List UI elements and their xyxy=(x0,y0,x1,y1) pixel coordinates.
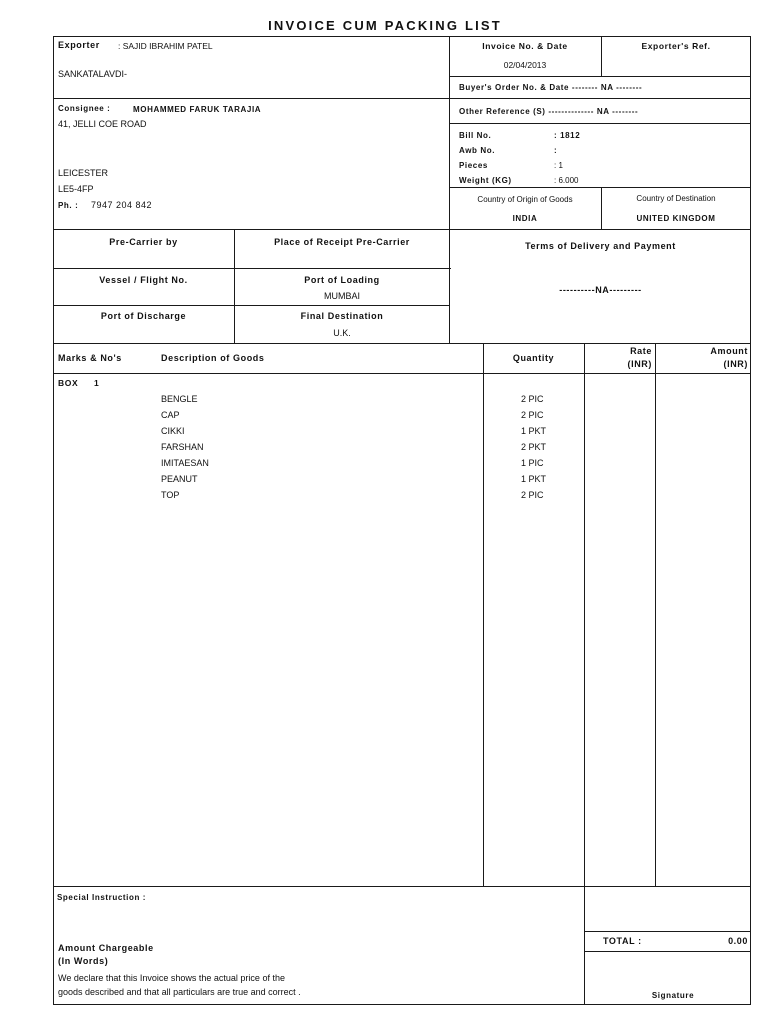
table-row xyxy=(53,410,585,426)
box-label: BOX xyxy=(58,378,79,388)
phone-label: Ph. : xyxy=(58,201,79,210)
phone-value: 7947 204 842 xyxy=(91,200,153,210)
page-title: INVOICE CUM PACKING LIST xyxy=(268,18,502,33)
consignee-postcode: LE5-4FP xyxy=(58,184,94,194)
other-reference: Other Reference (S) -------------- NA -------- xyxy=(459,107,639,116)
item-description: CAP xyxy=(161,410,180,420)
origin-value: INDIA xyxy=(512,214,538,223)
buyers-order: Buyer's Order No. & Date -------- NA -------- xyxy=(459,83,643,92)
final-destination-value: U.K. xyxy=(333,328,351,338)
origin-label: Country of Origin of Goods xyxy=(477,195,573,204)
quantity-header: Quantity xyxy=(512,353,555,363)
weight-value: : 6.000 xyxy=(554,176,579,185)
box-number: 1 xyxy=(94,378,100,388)
pre-carrier-label: Pre-Carrier by xyxy=(109,237,178,247)
special-instruction-label: Special Instruction : xyxy=(57,893,147,902)
item-description: FARSHAN xyxy=(161,442,204,452)
table-row xyxy=(53,458,585,474)
consignee-label: Consignee : xyxy=(58,104,111,113)
loading-label: Port of Loading xyxy=(304,275,380,285)
table-row xyxy=(53,474,585,490)
discharge-label: Port of Discharge xyxy=(100,311,187,321)
pieces-label: Pieces xyxy=(459,161,488,170)
total-value: 0.00 xyxy=(728,936,748,946)
vessel-label: Vessel / Flight No. xyxy=(99,275,188,285)
pieces-value: : 1 xyxy=(554,161,563,170)
destination-label: Country of Destination xyxy=(636,194,716,203)
item-description: IMITAESAN xyxy=(161,458,209,468)
item-quantity: 2 PIC xyxy=(521,394,544,404)
exporter-address: SANKATALAVDI- xyxy=(58,69,128,79)
weight-label: Weight (KG) xyxy=(459,176,512,185)
table-row xyxy=(53,490,585,506)
item-quantity: 1 PKT xyxy=(521,426,547,436)
marks-header: Marks & No's xyxy=(58,353,122,363)
table-row xyxy=(53,394,585,410)
rate-unit: (INR) xyxy=(627,359,652,369)
table-row xyxy=(53,442,585,458)
bill-value: : 1812 xyxy=(554,131,581,140)
exporters-ref-label: Exporter's Ref. xyxy=(641,41,711,51)
in-words-label: (In Words) xyxy=(58,956,109,966)
declaration-line-2: goods described and that all particulars are true and correct . xyxy=(58,987,301,997)
item-quantity: 2 PIC xyxy=(521,410,544,420)
receipt-label: Place of Receipt Pre-Carrier xyxy=(274,237,410,247)
item-description: CIKKI xyxy=(161,426,185,436)
consignee-city: LEICESTER xyxy=(58,168,109,178)
signature-label: Signature xyxy=(651,991,695,1000)
destination-value: UNITED KINGDOM xyxy=(636,214,716,223)
invoice-label: Invoice No. & Date xyxy=(482,41,568,51)
terms-label: Terms of Delivery and Payment xyxy=(525,241,676,251)
item-description: TOP xyxy=(161,490,180,500)
consignee-address: 41, JELLI COE ROAD xyxy=(58,119,147,129)
item-quantity: 1 PKT xyxy=(521,474,547,484)
terms-value: ----------NA--------- xyxy=(559,285,642,295)
declaration-line-1: We declare that this Invoice shows the actual price of the xyxy=(58,973,285,983)
item-quantity: 1 PIC xyxy=(521,458,544,468)
item-description: PEANUT xyxy=(161,474,198,484)
awb-value: : xyxy=(554,146,558,155)
rate-header: Rate xyxy=(630,346,652,356)
exporter-name: : SAJID IBRAHIM PATEL xyxy=(118,41,213,51)
exporter-label: Exporter xyxy=(58,40,100,50)
invoice-date: 02/04/2013 xyxy=(503,60,547,70)
total-label: TOTAL : xyxy=(603,936,642,946)
final-destination-label: Final Destination xyxy=(300,311,384,321)
awb-label: Awb No. xyxy=(459,146,496,155)
item-quantity: 2 PIC xyxy=(521,490,544,500)
bill-label: Bill No. xyxy=(459,131,492,140)
consignee-name: MOHAMMED FARUK TARAJIA xyxy=(133,105,262,114)
amount-header: Amount xyxy=(710,346,748,356)
amount-unit: (INR) xyxy=(723,359,748,369)
item-quantity: 2 PKT xyxy=(521,442,547,452)
amount-chargeable-label: Amount Chargeable xyxy=(58,943,154,953)
loading-value: MUMBAI xyxy=(324,291,360,301)
item-description: BENGLE xyxy=(161,394,198,404)
table-row xyxy=(53,426,585,442)
description-header: Description of Goods xyxy=(161,353,265,363)
